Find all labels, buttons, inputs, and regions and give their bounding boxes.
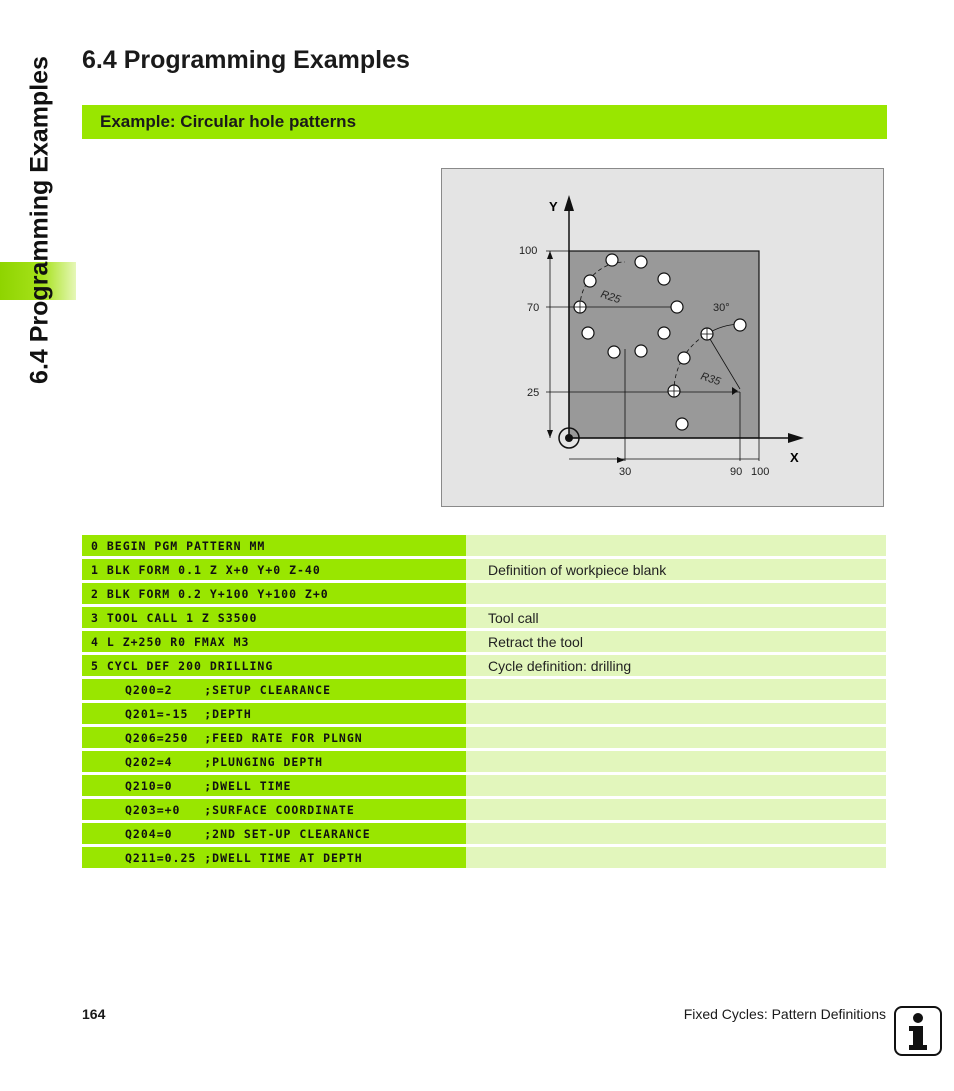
x-tick-30: 30 (619, 466, 632, 478)
x-tick-90: 90 (730, 466, 743, 478)
y-tick-25: 25 (527, 387, 540, 399)
side-tab-label: 6.4 Programming Examples (25, 56, 54, 384)
hole (608, 346, 620, 358)
program-code: 5 CYCL DEF 200 DRILLING (82, 655, 466, 676)
program-description (466, 535, 886, 556)
program-code: 1 BLK FORM 0.1 Z X+0 Y+0 Z-40 (82, 559, 466, 580)
program-row (82, 703, 886, 724)
chapter-title: Fixed Cycles: Pattern Definitions (683, 1006, 886, 1022)
y-axis-arrow (564, 195, 574, 211)
program-code: Q200=2 ;SETUP CLEARANCE (82, 679, 466, 700)
program-row (82, 535, 886, 556)
hole-pattern-figure (441, 168, 884, 507)
y-axis-label: Y (549, 199, 558, 214)
program-description: Definition of workpiece blank (466, 559, 886, 580)
program-code: Q211=0.25 ;DWELL TIME AT DEPTH (82, 847, 466, 868)
radius-label-r35: R35 (699, 370, 722, 389)
hole (671, 301, 683, 313)
x-tick-100: 100 (751, 466, 770, 478)
program-code: Q202=4 ;PLUNGING DEPTH (82, 751, 466, 772)
program-row (82, 823, 886, 844)
hole (635, 256, 647, 268)
program-code: Q210=0 ;DWELL TIME (82, 775, 466, 796)
hole (635, 345, 647, 357)
program-row (82, 775, 886, 796)
program-code: 3 TOOL CALL 1 Z S3500 (82, 607, 466, 628)
program-description (466, 847, 886, 868)
program-row (82, 679, 886, 700)
x-axis-label: X (790, 450, 799, 465)
hole (584, 275, 596, 287)
hole (658, 327, 670, 339)
hole (678, 352, 690, 364)
hole (658, 273, 670, 285)
program-row (82, 631, 886, 652)
program-row (82, 583, 886, 604)
program-description (466, 679, 886, 700)
nc-program-table (82, 532, 886, 871)
hole (582, 327, 594, 339)
program-row (82, 799, 886, 820)
program-row (82, 559, 886, 580)
program-description (466, 799, 886, 820)
info-icon (894, 1006, 942, 1056)
hole (606, 254, 618, 266)
section-header (82, 105, 887, 139)
program-code: Q204=0 ;2ND SET-UP CLEARANCE (82, 823, 466, 844)
radius-label-r25: R25 (599, 288, 622, 307)
hole (676, 418, 688, 430)
program-description (466, 823, 886, 844)
page-number: 164 (82, 1006, 106, 1022)
program-code: 0 BEGIN PGM PATTERN MM (82, 535, 466, 556)
y-tick-100: 100 (519, 245, 538, 257)
program-description (466, 775, 886, 796)
program-code: Q206=250 ;FEED RATE FOR PLNGN (82, 727, 466, 748)
program-row (82, 727, 886, 748)
program-code: Q201=-15 ;DEPTH (82, 703, 466, 724)
hole-pattern-drawing (442, 169, 885, 508)
program-code: 4 L Z+250 R0 FMAX M3 (82, 631, 466, 652)
program-description (466, 751, 886, 772)
program-description (466, 703, 886, 724)
program-row (82, 607, 886, 628)
program-description: Tool call (466, 607, 886, 628)
program-code: Q203=+0 ;SURFACE COORDINATE (82, 799, 466, 820)
program-description: Retract the tool (466, 631, 886, 652)
program-row (82, 751, 886, 772)
program-description: Cycle definition: drilling (466, 655, 886, 676)
angle-label: 30° (713, 302, 730, 314)
program-code: 2 BLK FORM 0.2 Y+100 Y+100 Z+0 (82, 583, 466, 604)
section-title: Example: Circular hole patterns (100, 112, 357, 131)
page-title: 6.4 Programming Examples (82, 46, 410, 74)
program-row (82, 847, 886, 868)
y-tick-70: 70 (527, 302, 540, 314)
program-row (82, 655, 886, 676)
program-description (466, 583, 886, 604)
program-description (466, 727, 886, 748)
x-axis-arrow (788, 433, 804, 443)
hole (734, 319, 746, 331)
